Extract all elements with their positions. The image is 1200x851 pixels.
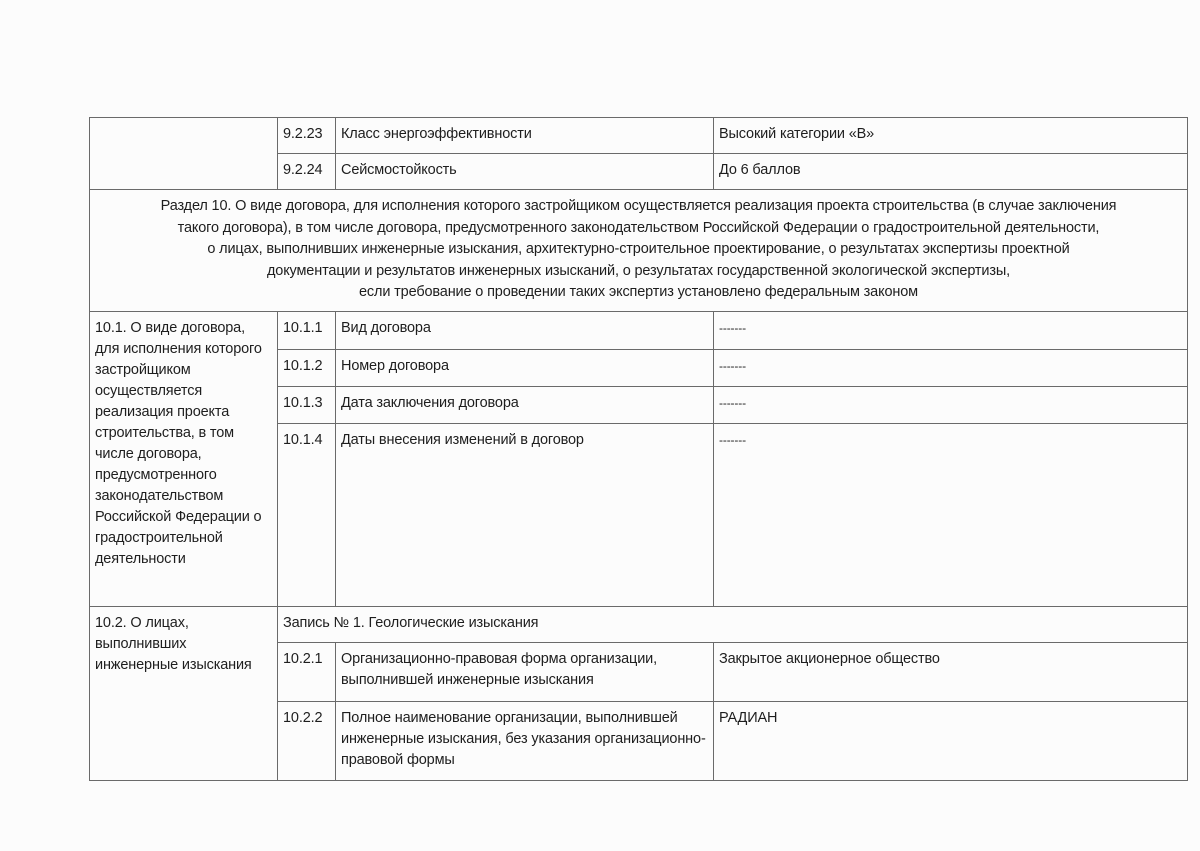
row-value: РАДИАН bbox=[714, 702, 1188, 781]
row-label: Класс энергоэффективности bbox=[336, 118, 714, 154]
row-label: Организационно-правовая форма организации, выполнившей инженерные изыскания bbox=[336, 643, 714, 702]
row-value: Закрытое акционерное общество bbox=[714, 643, 1188, 702]
group-title-10-1: 10.1. О виде договора, для исполнения которого застройщиком осуществляется реализация проекта строительства, в том числе договора, предусмотренного законодательством Российской Федерации о градостроительной деятельности bbox=[90, 312, 278, 607]
row-label: Сейсмостойкость bbox=[336, 154, 714, 190]
row-label: Полное наименование организации, выполнившей инженерные изыскания, без указания организационно-правовой формы bbox=[336, 702, 714, 781]
row-label: Дата заключения договора bbox=[336, 387, 714, 424]
row-value: До 6 баллов bbox=[714, 154, 1188, 190]
record-title: Запись № 1. Геологические изыскания bbox=[278, 607, 1188, 643]
row-number: 10.1.1 bbox=[278, 312, 336, 350]
section-heading-line: о лицах, выполнивших инженерные изыскания, архитектурно-строительное проектирование, о результатах экспертизы проектной bbox=[207, 241, 1070, 257]
section-heading-line: Раздел 10. О виде договора, для исполнения которого застройщиком осуществляется реализация проекта строительства (в случае заключения bbox=[160, 198, 1117, 214]
row-number: 10.1.4 bbox=[278, 424, 336, 607]
section-heading-line: документации и результатов инженерных изысканий, о результатах государственной экологической экспертизы, bbox=[266, 262, 1011, 279]
section-heading-line: такого договора), в том числе договора, предусмотренного законодательством Российской Федерации о градостроительной деятельности, bbox=[177, 219, 1100, 236]
section-10-heading bbox=[90, 190, 1188, 312]
group-title-10-2: 10.2. О лицах, выполнивших инженерные изыскания bbox=[90, 607, 278, 781]
row-number: 10.1.2 bbox=[278, 350, 336, 387]
row-label: Вид договора bbox=[336, 312, 714, 350]
row-label: Номер договора bbox=[336, 350, 714, 387]
row-value: ------- bbox=[714, 424, 1188, 607]
row-number: 10.1.3 bbox=[278, 387, 336, 424]
row-number: 10.2.2 bbox=[278, 702, 336, 781]
declaration-table bbox=[89, 117, 1188, 781]
row-number: 9.2.24 bbox=[278, 154, 336, 190]
section-heading-row bbox=[90, 190, 1188, 312]
row-label: Даты внесения изменений в договор bbox=[336, 424, 714, 607]
record-row bbox=[90, 607, 1188, 643]
row-value: ------- bbox=[714, 350, 1188, 387]
table-row bbox=[90, 312, 1188, 350]
row-number: 10.2.1 bbox=[278, 643, 336, 702]
group-cell-empty bbox=[90, 118, 278, 190]
row-value: Высокий категории «В» bbox=[714, 118, 1188, 154]
row-value: ------- bbox=[714, 387, 1188, 424]
table-row bbox=[90, 118, 1188, 154]
row-number: 9.2.23 bbox=[278, 118, 336, 154]
section-heading-line: если требование о проведении таких экспертиз установлено федеральным законом bbox=[359, 284, 918, 300]
row-value: ------- bbox=[714, 312, 1188, 350]
